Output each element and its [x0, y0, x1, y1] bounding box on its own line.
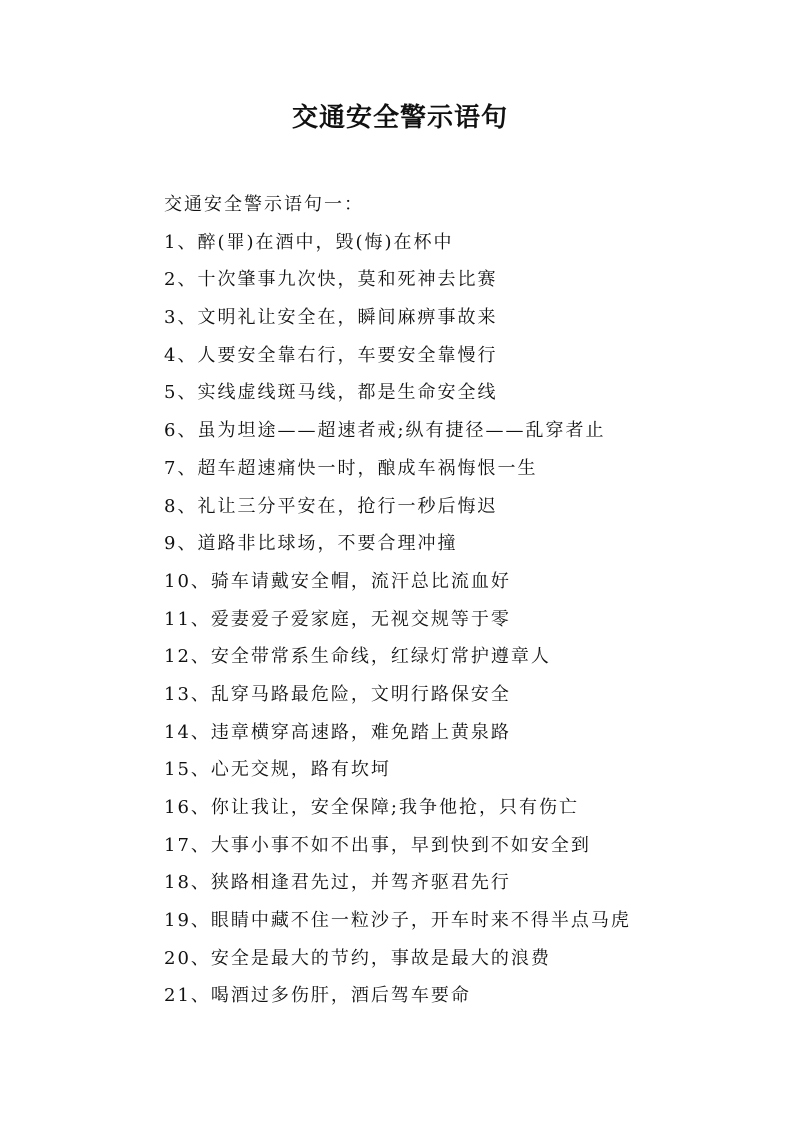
- list-item: 20、安全是最大的节约，事故是最大的浪费: [164, 947, 551, 969]
- list-item: 17、大事小事不如不出事，早到快到不如安全到: [164, 834, 591, 856]
- list-item: 4、人要安全靠右行，车要安全靠慢行: [164, 344, 498, 366]
- list-item: 10、骑车请戴安全帽，流汗总比流血好: [164, 570, 511, 592]
- document-title: 交通安全警示语句: [291, 103, 508, 133]
- list-item: 11、爱妻爱子爱家庭，无视交规等于零: [164, 608, 511, 630]
- list-item: 13、乱穿马路最危险，文明行路保安全: [164, 683, 511, 705]
- intro-line: 交通安全警示语句一：: [164, 194, 364, 215]
- list-item: 2、十次肇事九次快，莫和死神去比赛: [164, 269, 498, 291]
- list-item: 7、超车超速痛快一时，酿成车祸悔恨一生: [164, 457, 538, 479]
- list-item: 1、醉(罪)在酒中，毁(悔)在杯中: [164, 231, 454, 253]
- list-item: 21、喝酒过多伤肝，酒后驾车要命: [164, 985, 471, 1007]
- document-body: [164, 186, 764, 1015]
- list-item: 12、安全带常系生命线，红绿灯常护遵章人: [164, 646, 551, 668]
- list-item: 9、道路非比球场，不要合理冲撞: [164, 533, 458, 555]
- list-item: 3、文明礼让安全在，瞬间麻痹事故来: [164, 307, 498, 329]
- list-item: 14、违章横穿高速路，难免踏上黄泉路: [164, 721, 511, 743]
- list-item: 15、心无交规，路有坎坷: [164, 759, 391, 781]
- list-item: 16、你让我让，安全保障;我争他抢，只有伤亡: [164, 797, 579, 818]
- list-item: 8、礼让三分平安在，抢行一秒后悔迟: [164, 495, 498, 517]
- list-item: 18、狭路相逢君先过，并驾齐驱君先行: [164, 872, 511, 894]
- list-item: 5、实线虚线斑马线，都是生命安全线: [164, 382, 498, 404]
- list-item: 19、眼睛中藏不住一粒沙子，开车时来不得半点马虎: [164, 910, 631, 932]
- list-item: 6、虽为坦途——超速者戒;纵有捷径——乱穿者止: [164, 420, 606, 442]
